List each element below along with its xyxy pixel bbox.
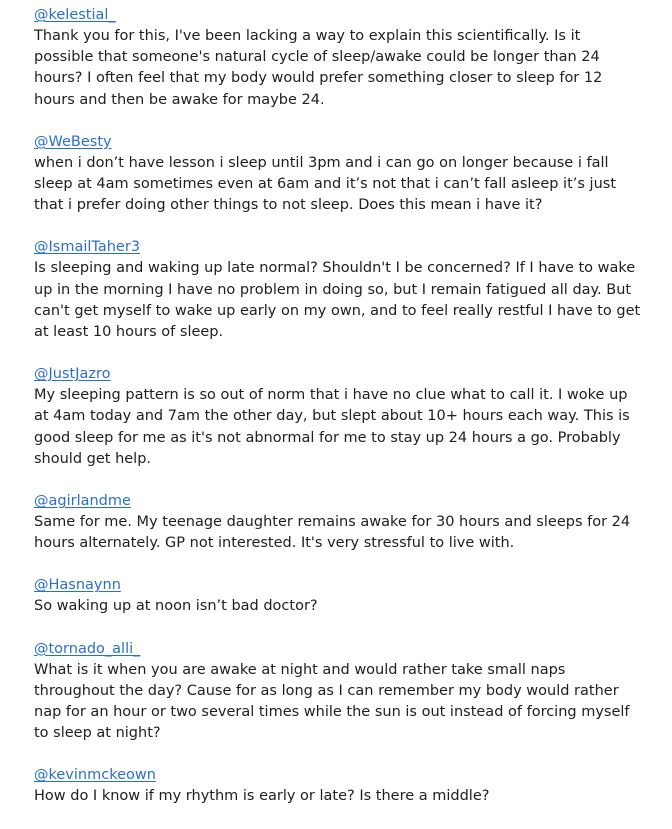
comment-author-link[interactable]: @kelestial_ <box>34 7 116 23</box>
comment-text: So waking up at noon isn’t bad doctor? <box>34 598 318 615</box>
comment-text: when i don’t have lesson i sleep until 3pm and i can go on longer because i fall sleep at 4am sometimes even at 6am and it’s not that i can’t fall asleep it’s just that i prefer doing other things to not sleep. Does this mean i have it? <box>34 154 617 214</box>
comment-text: What is it when you are awake at night and would rather take small naps throughout the day? Cause for as long as I can remember my body would rather nap for an hour or two several times while the sun is out instead of forcing myself to sleep at night? <box>34 661 630 742</box>
comment-item <box>34 639 642 745</box>
comment-author-link[interactable]: @IsmailTaher3 <box>34 239 141 256</box>
comment-item <box>34 5 642 111</box>
comment-author-link[interactable]: @tornado_alli_ <box>34 640 141 657</box>
comment-item <box>34 237 642 343</box>
comment-list <box>34 5 642 829</box>
comment-author-link[interactable]: @Hasnaynn <box>34 577 121 594</box>
comment-text: Is sleeping and waking up late normal? Shouldn't I be concerned? If I have to wake up in the morning I have no problem in doing so, but I remain fatigued all day. But can't get myself to wake up early on my own, and to feel really restful I have to get at least 10 hours of sleep. <box>34 260 641 341</box>
comment-author-link[interactable]: @kevinmckeown <box>34 767 156 784</box>
comment-item <box>34 765 642 807</box>
comment-item <box>34 132 642 217</box>
comment-item <box>34 491 642 554</box>
comment-item <box>34 575 642 617</box>
comment-text: Same for me. My teenage daughter remains awake for 30 hours and sleeps for 24 hours alternately. GP not interested. It's very stressful to live with. <box>34 514 631 552</box>
comment-text: My sleeping pattern is so out of norm that i have no clue what to call it. I woke up at 4am today and 7am the other day, but slept about 10+ hours each way. This is good sleep for me as it's not abnormal for me to stay up 24 hours a go. Probably should get help. <box>34 387 630 467</box>
comment-author-link[interactable]: @JustJazro <box>34 366 111 383</box>
comment-author-link[interactable]: @WeBesty <box>34 133 112 150</box>
comment-text: How do I know if my rhythm is early or late? Is there a middle? <box>34 788 490 805</box>
comment-text: Thank you for this, I've been lacking a way to explain this scientifically. Is it possible that someone's natural cycle of sleep/awake could be longer than 24 hours? I often feel that my body would prefer something closer to sleep for 12 hours and then be awake for maybe 24. <box>34 28 603 108</box>
comment-item <box>34 364 642 470</box>
comment-author-link[interactable]: @agirlandme <box>34 493 131 510</box>
